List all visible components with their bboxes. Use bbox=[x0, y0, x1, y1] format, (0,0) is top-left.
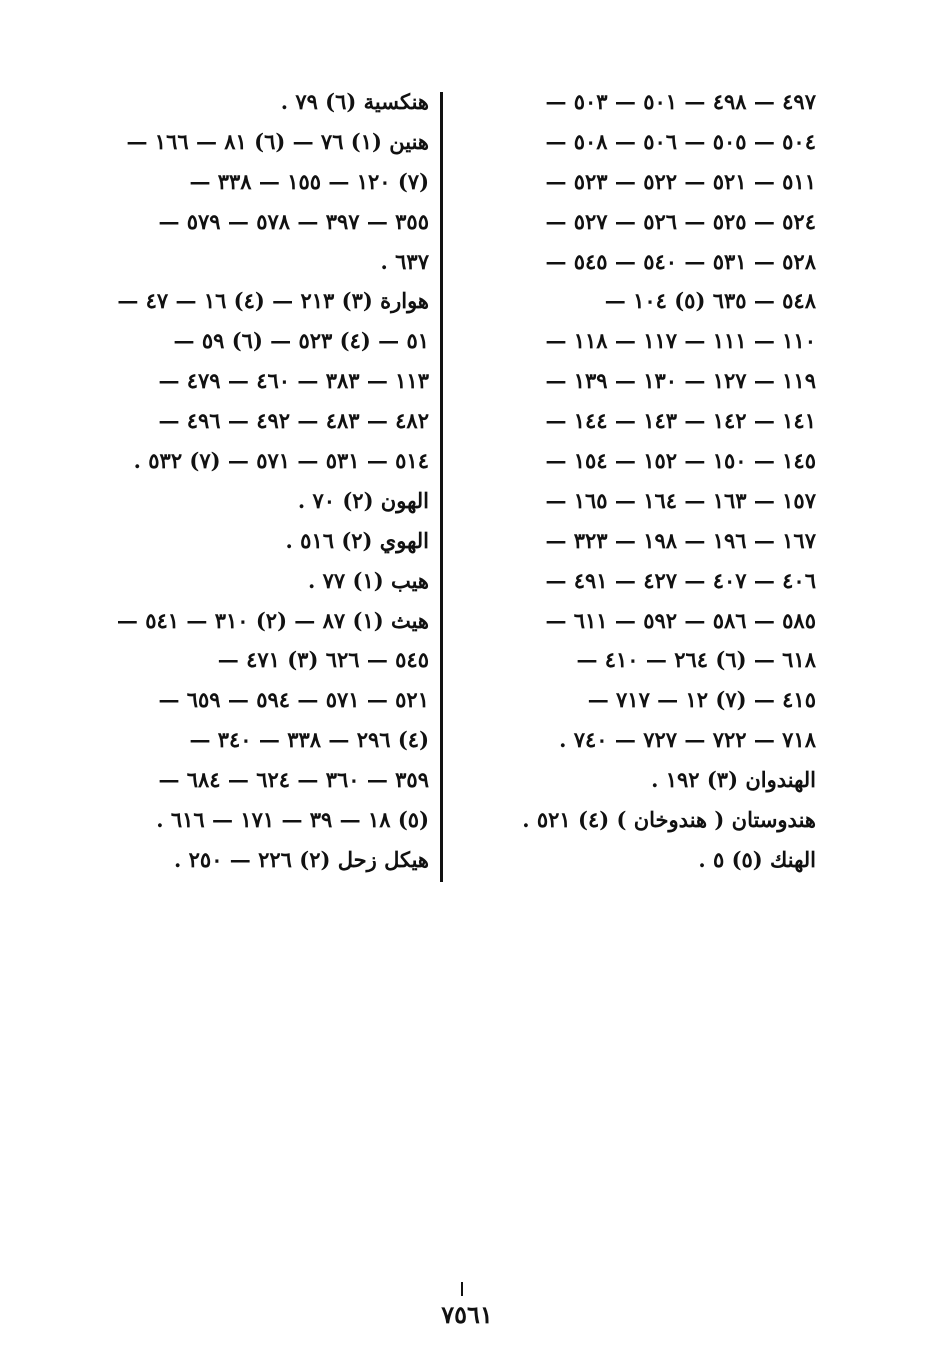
index-entry-hindustan: هندوستان ( هندوخان ) (٤) ٥٢١ . bbox=[522, 807, 816, 833]
index-line: ١١٠ — ١١١ — ١١٧ — ١١٨ — bbox=[545, 328, 816, 354]
index-entry-alhindawan: الهندوان (٣) ١٩٢ . bbox=[651, 767, 816, 793]
index-line: ٥٢١ — ٥٧١ — ٥٩٤ — ٦٥٩ — bbox=[158, 687, 429, 713]
index-line: ٦١٨ — (٦) ٢٦٤ — ٤١٠ — bbox=[576, 647, 816, 673]
page-number-text: ٧٥٦١ bbox=[441, 1300, 493, 1329]
index-line: ٥٠٤ — ٥٠٥ — ٥٠٦ — ٥٠٨ — bbox=[545, 128, 816, 154]
index-line: ١٦٧ — ١٩٦ — ١٩٨ — ٣٢٣ — bbox=[545, 527, 816, 553]
index-line: (٧) ١٢٠ — ١٥٥ — ٣٣٨ — bbox=[189, 168, 429, 194]
column-divider bbox=[440, 92, 443, 882]
index-line: ٧١٨ — ٧٢٢ — ٧٢٧ — ٧٤٠ . bbox=[559, 727, 816, 753]
index-line: ٥٢٤ — ٥٢٥ — ٥٢٦ — ٥٢٧ — bbox=[545, 208, 816, 234]
index-line: ٦٣٧ . bbox=[380, 248, 429, 274]
index-line: (٤) ٢٩٦ — ٣٣٨ — ٣٤٠ — bbox=[189, 727, 429, 753]
index-entry-alhun: الهون (٢) ٧٠ . bbox=[297, 487, 429, 513]
index-entry-hayb: هيب (١) ٧٧ . bbox=[308, 567, 429, 593]
index-line: ٥١١ — ٥٢١ — ٥٢٢ — ٥٢٣ — bbox=[545, 168, 816, 194]
index-line: ١١٣ — ٣٨٣ — ٤٦٠ — ٤٧٩ — bbox=[158, 368, 429, 394]
index-line: ٥١٤ — ٥٣١ — ٥٧١ — (٧) ٥٣٢ . bbox=[133, 448, 429, 474]
index-entry-hunayn: هنين (١) ٧٦ — (٦) ٨١ — ١٦٦ — bbox=[126, 128, 429, 154]
index-entry-hankasiya: هنكسية (٦) ٧٩ . bbox=[280, 89, 429, 114]
index-entry-hawwara: هوارة (٣) ٢١٣ — (٤) ١٦ — ٤٧ — bbox=[117, 288, 429, 314]
index-entry-alhawi: الهوي (٢) ٥١٦ . bbox=[285, 527, 429, 553]
index-line: ٤٩٧ — ٤٩٨ — ٥٠١ — ٥٠٣ — bbox=[545, 89, 816, 114]
page-mark bbox=[461, 1282, 463, 1296]
index-line: ٥٢٨ — ٥٣١ — ٥٤٠ — ٥٤٥ — bbox=[545, 248, 816, 274]
index-line: ١٤٥ — ١٥٠ — ١٥٢ — ١٥٤ — bbox=[545, 448, 816, 474]
index-entry-hayth: هيث (١) ٨٧ — (٢) ٣١٠ — ٥٤١ — bbox=[116, 607, 429, 633]
right-column bbox=[474, 82, 816, 880]
index-line: ٥١ — (٤) ٥٢٣ — (٦) ٥٩ — bbox=[173, 328, 429, 354]
index-line: ٣٥٩ — ٣٦٠ — ٦٢٤ — ٦٨٤ — bbox=[158, 767, 429, 793]
index-line: ١٥٧ — ١٦٣ — ١٦٤ — ١٦٥ — bbox=[545, 487, 816, 513]
index-line: ١٤١ — ١٤٢ — ١٤٣ — ١٤٤ — bbox=[545, 408, 816, 434]
index-line: ٣٥٥ — ٣٩٧ — ٥٧٨ — ٥٧٩ — bbox=[158, 208, 429, 234]
index-line: ٤٨٢ — ٤٨٣ — ٤٩٢ — ٤٩٦ — bbox=[158, 408, 429, 434]
index-line: ٤١٥ — (٧) ١٢ — ٧١٧ — bbox=[587, 687, 816, 713]
index-line: ٤٠٦ — ٤٠٧ — ٤٢٧ — ٤٩١ — bbox=[545, 567, 816, 593]
index-entry-haykal-zuhal: هيكل زحل (٢) ٢٢٦ — ٢٥٠ . bbox=[174, 846, 429, 872]
index-line: ٥٤٥ — ٦٢٦ (٣) ٤٧١ — bbox=[217, 647, 429, 673]
left-column bbox=[77, 82, 429, 880]
index-line: ٥٨٥ — ٥٨٦ — ٥٩٢ — ٦١١ — bbox=[545, 607, 816, 633]
index-line: ١١٩ — ١٢٧ — ١٣٠ — ١٣٩ — bbox=[545, 368, 816, 394]
index-line: ٥٤٨ — ٦٣٥ (٥) ١٠٤ — bbox=[604, 288, 816, 314]
page-number bbox=[0, 1300, 934, 1329]
index-entry-alhunk: الهنك (٥) ٥ . bbox=[698, 846, 816, 872]
index-line: (٥) ١٨ — ٣٩ — ١٧١ — ٦١٦ . bbox=[156, 807, 429, 833]
